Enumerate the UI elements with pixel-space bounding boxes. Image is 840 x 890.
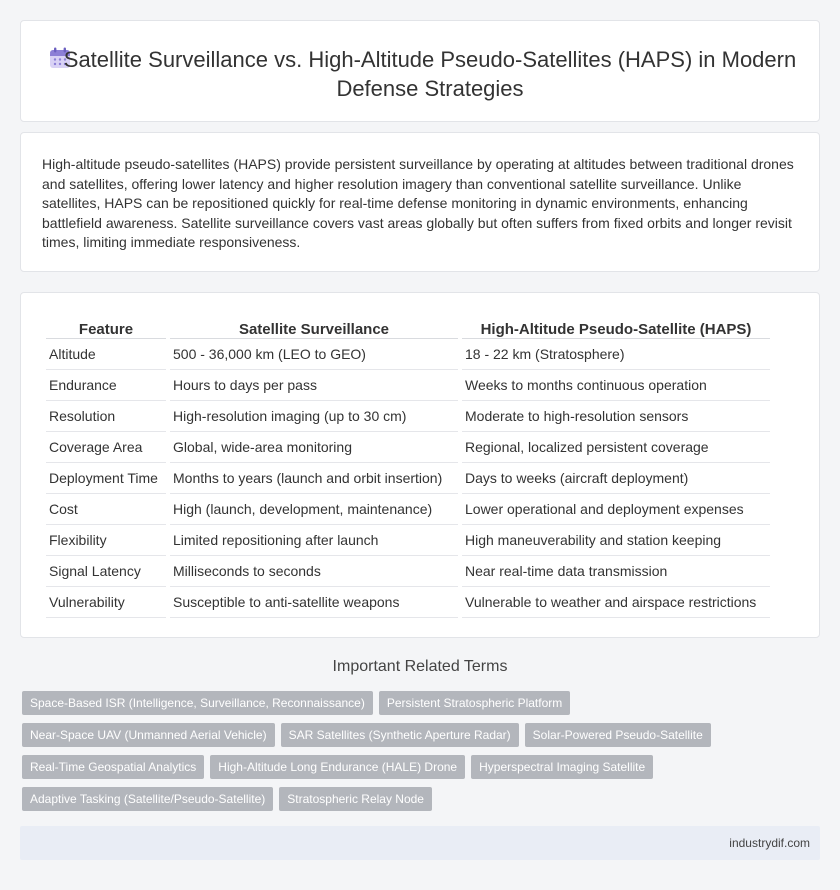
- summary-card: [20, 132, 820, 272]
- cell-feature: Signal Latency: [46, 556, 166, 587]
- term-tag[interactable]: Hyperspectral Imaging Satellite: [471, 755, 653, 779]
- term-tag[interactable]: High-Altitude Long Endurance (HALE) Drone: [210, 755, 465, 779]
- table-header-row: [46, 315, 770, 339]
- cell-satellite: Global, wide-area monitoring: [170, 432, 458, 463]
- cell-haps: Vulnerable to weather and airspace restrictions: [462, 587, 770, 618]
- comparison-table-card: [20, 292, 820, 638]
- term-tag[interactable]: Real-Time Geospatial Analytics: [22, 755, 204, 779]
- term-tag[interactable]: Space-Based ISR (Intelligence, Surveillance, Reconnaissance): [22, 691, 373, 715]
- cell-feature: Deployment Time: [46, 463, 166, 494]
- cell-satellite: Hours to days per pass: [170, 370, 458, 401]
- cell-haps: Regional, localized persistent coverage: [462, 432, 770, 463]
- cell-satellite: High-resolution imaging (up to 30 cm): [170, 401, 458, 432]
- table-row: [46, 587, 770, 618]
- table-row: [46, 525, 770, 556]
- term-tag[interactable]: Adaptive Tasking (Satellite/Pseudo-Satellite): [22, 787, 273, 811]
- cell-satellite: High (launch, development, maintenance): [170, 494, 458, 525]
- cell-haps: Weeks to months continuous operation: [462, 370, 770, 401]
- table-row: [46, 401, 770, 432]
- term-tag[interactable]: Persistent Stratospheric Platform: [379, 691, 570, 715]
- term-tag[interactable]: Solar-Powered Pseudo-Satellite: [525, 723, 711, 747]
- term-tag[interactable]: Near-Space UAV (Unmanned Aerial Vehicle): [22, 723, 275, 747]
- header-feature: Feature: [46, 315, 166, 339]
- footer-source-link[interactable]: industrydif.com: [729, 836, 810, 850]
- table-row: [46, 494, 770, 525]
- cell-haps: Days to weeks (aircraft deployment): [462, 463, 770, 494]
- table-row: [46, 463, 770, 494]
- cell-satellite: 500 - 36,000 km (LEO to GEO): [170, 339, 458, 370]
- comparison-table: [42, 315, 774, 618]
- cell-satellite: Susceptible to anti-satellite weapons: [170, 587, 458, 618]
- related-terms-heading: Important Related Terms: [332, 658, 508, 675]
- cell-feature: Vulnerability: [46, 587, 166, 618]
- cell-haps: Near real-time data transmission: [462, 556, 770, 587]
- cell-feature: Endurance: [46, 370, 166, 401]
- title-card: [20, 20, 820, 122]
- cell-haps: Lower operational and deployment expenses: [462, 494, 770, 525]
- summary-paragraph: High-altitude pseudo-satellites (HAPS) provide persistent surveillance by operating at altitudes between traditional drones and satellites, offering lower latency and higher resolution imagery than conventional satellite surveillance. Unlike satellites, HAPS can be repositioned quickly for real-time defense monitoring in dynamic environments, enhancing battlefield awareness. Satellite surveillance covers vast areas globally but often suffers from fixed orbits and longer revisit times, limiting immediate responsiveness.: [42, 156, 794, 251]
- term-tag[interactable]: Stratospheric Relay Node: [279, 787, 432, 811]
- table-row: [46, 556, 770, 587]
- cell-satellite: Limited repositioning after launch: [170, 525, 458, 556]
- table-row: [46, 370, 770, 401]
- cell-haps: Moderate to high-resolution sensors: [462, 401, 770, 432]
- cell-feature: Resolution: [46, 401, 166, 432]
- cell-feature: Cost: [46, 494, 166, 525]
- footer-bar: [20, 826, 820, 860]
- cell-feature: Altitude: [46, 339, 166, 370]
- term-tag[interactable]: SAR Satellites (Synthetic Aperture Radar): [281, 723, 519, 747]
- cell-haps: 18 - 22 km (Stratosphere): [462, 339, 770, 370]
- header-satellite: Satellite Surveillance: [170, 315, 458, 339]
- table-row: [46, 432, 770, 463]
- related-terms-list: [22, 691, 802, 811]
- table-row: [46, 339, 770, 370]
- cell-feature: Coverage Area: [46, 432, 166, 463]
- page-title: Satellite Surveillance vs. High-Altitude Pseudo-Satellites (HAPS) in Modern Defense Strategies: [63, 47, 797, 101]
- header-haps: High-Altitude Pseudo-Satellite (HAPS): [462, 315, 770, 339]
- cell-satellite: Milliseconds to seconds: [170, 556, 458, 587]
- cell-satellite: Months to years (launch and orbit insertion): [170, 463, 458, 494]
- cell-feature: Flexibility: [46, 525, 166, 556]
- cell-haps: High maneuverability and station keeping: [462, 525, 770, 556]
